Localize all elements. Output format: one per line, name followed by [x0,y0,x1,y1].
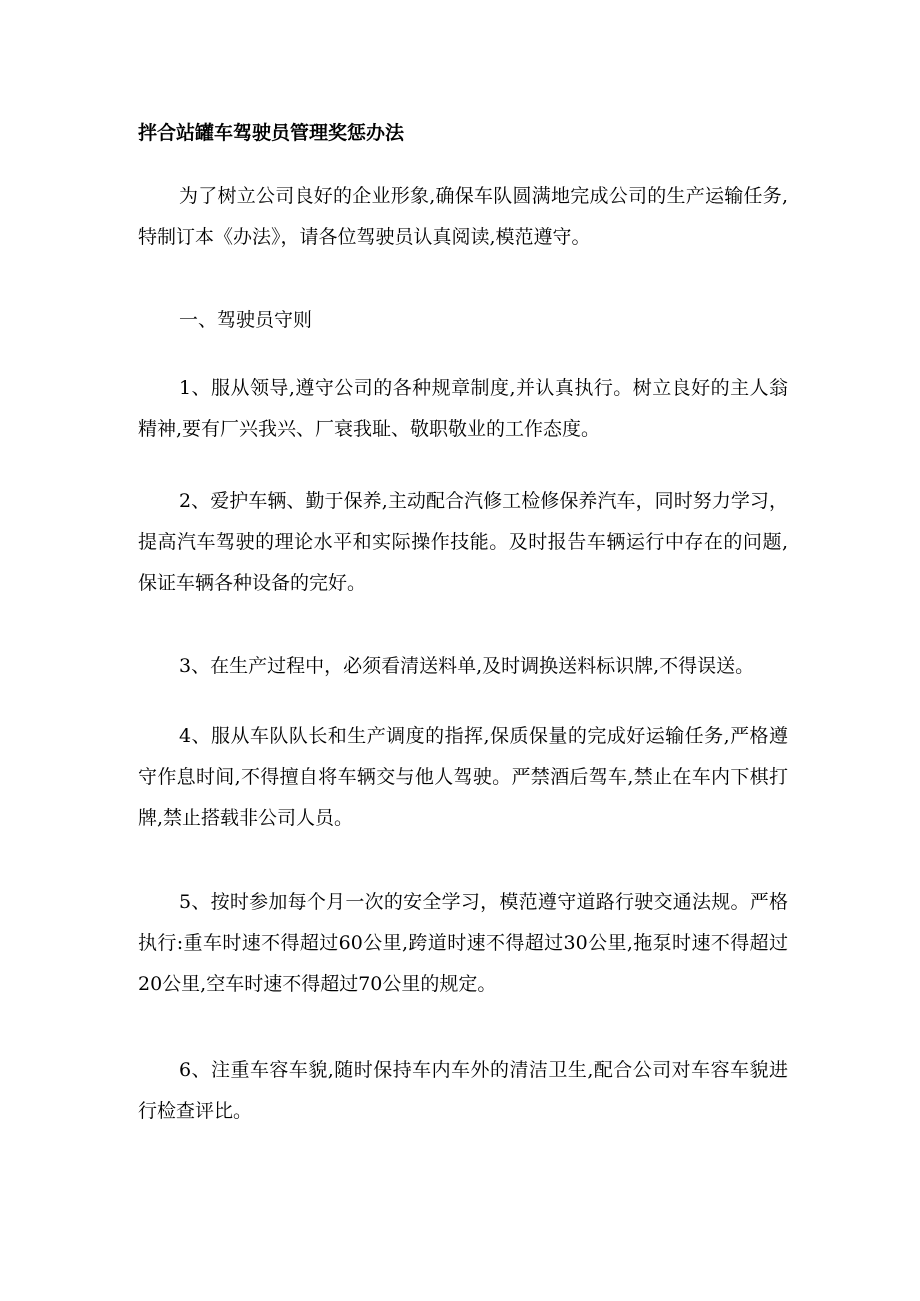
rule-item-2: 2、爱护车辆、勤于保养,主动配合汽修工检修保养汽车，同时努力学习，提高汽车驾驶的理论水平和实际操作技能。及时报告车辆运行中存在的问题,保证车辆各种设备的完好。 [138,490,788,594]
section-heading: 一、驾驶员守则 [179,309,313,331]
intro-paragraph: 为了树立公司良好的企业形象,确保车队圆满地完成公司的生产运输任务,特制订本《办法》，请各位驾驶员认真阅读,模范遵守。 [138,185,788,248]
rule-item-4: 4、服从车队队长和生产调度的指挥,保质保量的完成好运输任务,严格遵守作息时间,不得擅自将车辆交与他人驾驶。严禁酒后驾车,禁止在车内下棋打牌,禁止搭载非公司人员。 [138,725,788,829]
document-title: 拌合站罐车驾驶员管理奖惩办法 [138,122,405,144]
rule-item-5: 5、按时参加每个月一次的安全学习，模范遵守道路行驶交通法规。严格执行:重车时速不得超过60公里,跨道时速不得超过30公里,拖泵时速不得超过20公里,空车时速不得超过70公里的规定。 [138,891,788,995]
rule-item-1: 1、服从领导,遵守公司的各种规章制度,并认真执行。树立良好的主人翁精神,要有厂兴我兴、厂衰我耻、敬职敬业的工作态度。 [138,377,788,440]
rule-item-6: 6、注重车容车貌,随时保持车内车外的清洁卫生,配合公司对车容车貌进行检查评比。 [138,1059,788,1122]
rule-item-3: 3、在生产过程中，必须看清送料单,及时调换送料标识牌,不得误送。 [179,655,755,677]
